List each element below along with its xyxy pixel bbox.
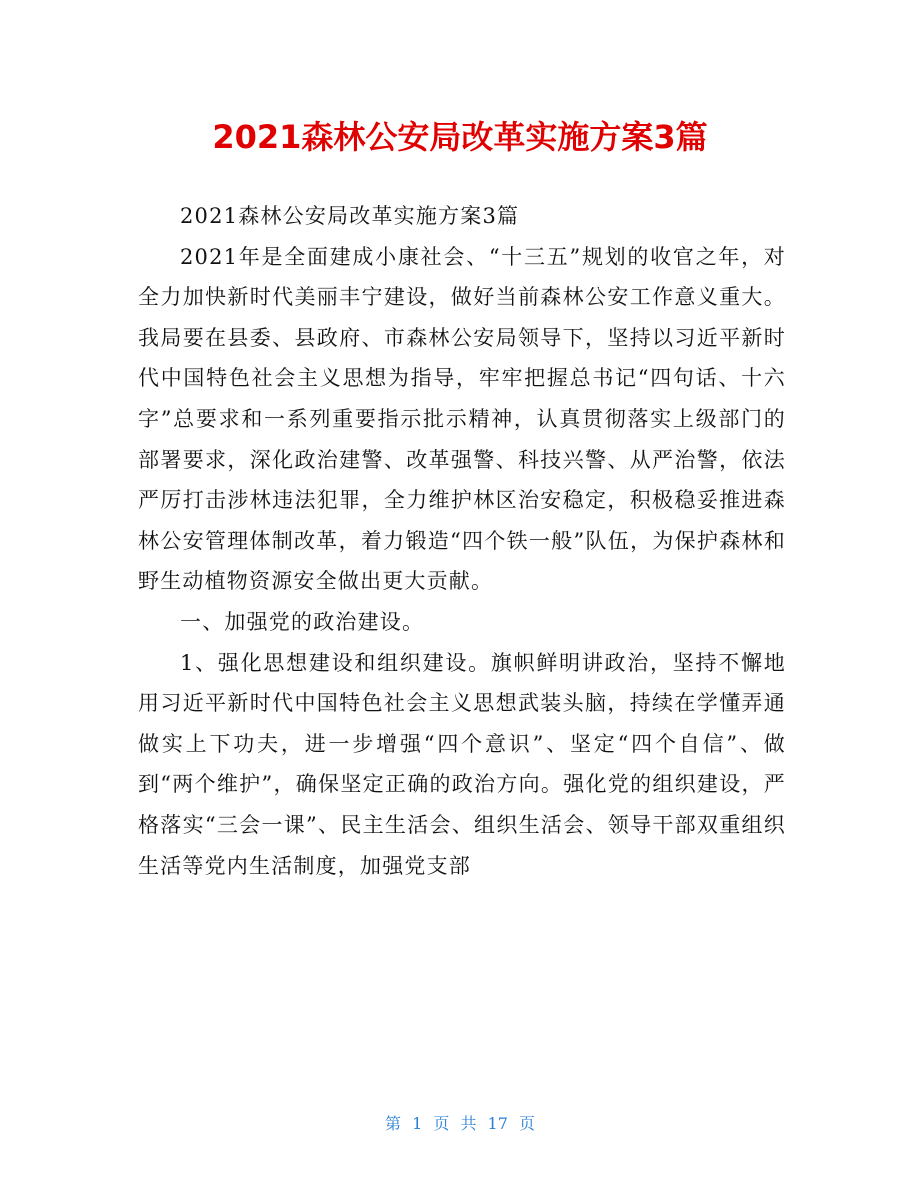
document-title: 2021森林公安局改革实施方案3篇 [212,118,708,156]
section-heading: 一、加强党的政治建设。 [180,609,425,634]
subtitle-paragraph: 2021森林公安局改革实施方案3篇 [180,204,520,228]
intro-paragraph: 2021年是全面建成小康社会、“十三五”规划的收官之年，对全力加快新时代美丽丰宁建设，做好当前森林公安工作意义重大。我局要在县委、县政府、市森林公安局领导下，坚持以习近平新时代中国特色社会主义思想为指导，牢牢把握总书记“四句话、十六字”总要求和一系列重要指示批示精神，认真贯彻落实上级部门的部署要求，深化政治建警、改革强警、科技兴警、从严治警，依法严厉打击涉林违法犯罪，全力维护林区治安稳定，积极稳妥推进森林公安管理体制改革，着力锻造“四个铁一般”队伍，为保护森林和野生动植物资源安全做出更大贡献。 [138,244,786,594]
section-paragraph: 1、强化思想建设和组织建设。旗帜鲜明讲政治，坚持不懈地用习近平新时代中国特色社会主义思想武装头脑，持续在学懂弄通做实上下功夫，进一步增强“四个意识”、坚定“四个自信”、做到“两个维护”，确保坚定正确的政治方向。强化党的组织建设，严格落实“三会一课”、民主生活会、组织生活会、领导干部双重组织生活等党内生活制度，加强党支部 [138,650,786,878]
document-body [138,196,786,886]
page-number-footer: 第 1 页 共 17 页 [385,1114,535,1133]
